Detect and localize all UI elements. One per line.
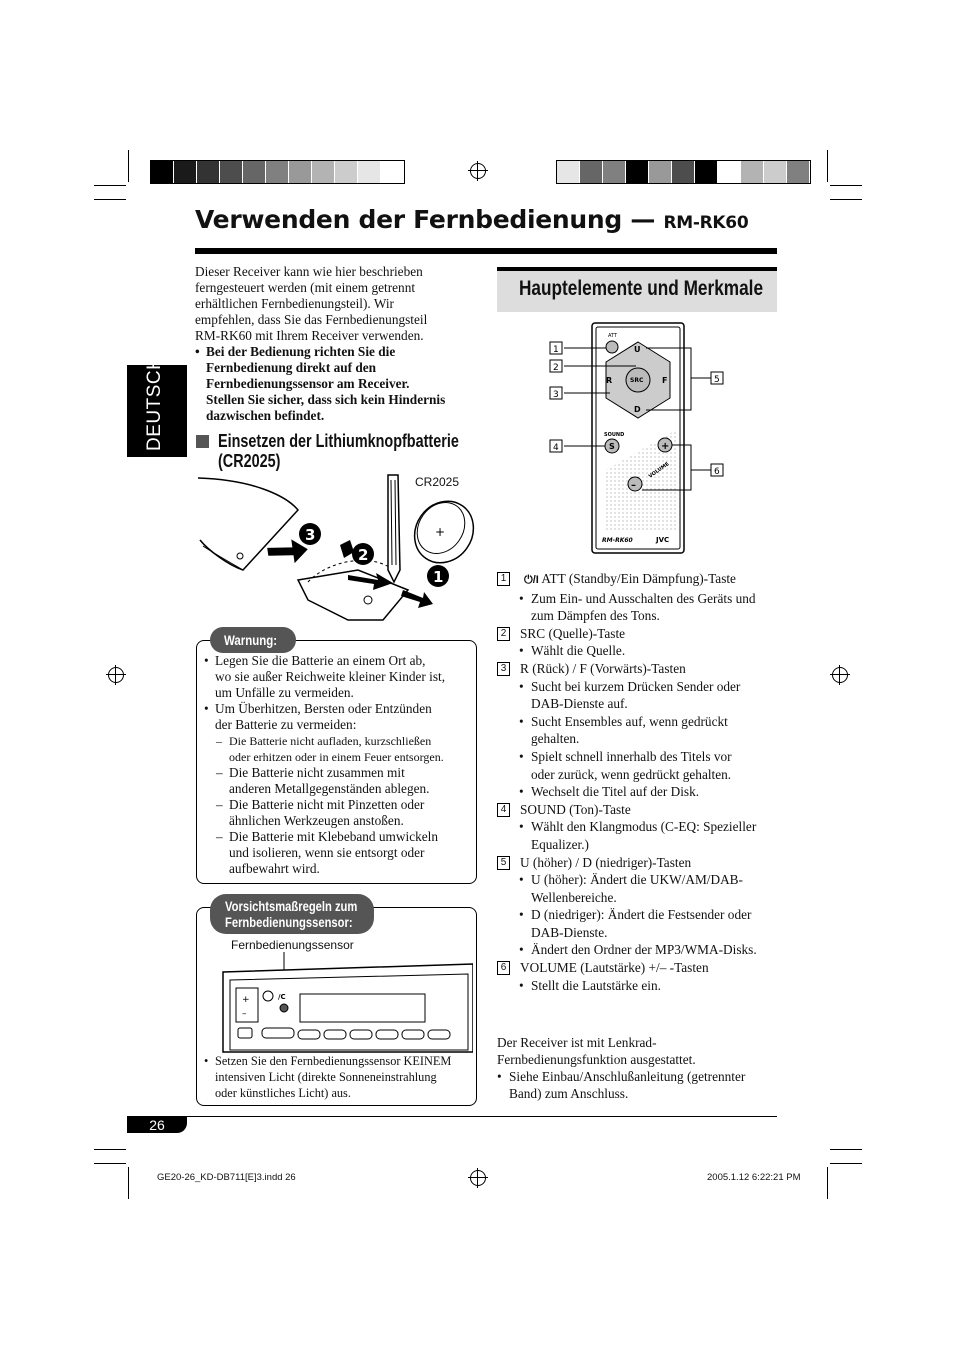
svg-text:–: – [242,1009,247,1019]
remote-src: SRC [630,377,644,384]
battery-heading: Einsetzen der Lithiumknopfbatterie (CR2025) [218,431,459,471]
section-heading: Hauptelemente und Merkmale [497,267,777,312]
callout-2: 2 [553,363,559,373]
color-swatch [174,161,197,183]
color-bar-left [150,160,405,184]
page-title: Verwenden der Fernbedienung — RM-RK60 [195,205,749,234]
color-swatch [695,161,718,183]
svg-text:+: + [242,995,250,1005]
footer-date: 2005.1.12 6:22:21 PM [707,1172,801,1183]
feature-item-4: 4 SOUND (Ton)-Taste [497,801,782,819]
color-swatch [358,161,381,183]
intro-text: Dieser Receiver kann wie hier beschrieben ferngesteuert werden (mit einem getrennt erhältlichen Fernbedienungsteil). Wir empfehlen, dass Sie das Fernbedienungsteil RM-RK60 mit Ihrem Receiver verwenden. [195,264,428,343]
feature-item-3: 3 R (Rück) / F (Vorwärts)-Tasten [497,660,782,678]
svg-text:1: 1 [433,568,444,586]
precautions-text: • Setzen Sie den Fernbedienungssensor KEINEM intensiven Licht (direkte Sonneneinstrahlung oder künstliches Licht) aus. [204,1054,452,1100]
callout-5: 5 [714,375,720,385]
remote-r: R [606,376,613,385]
color-swatch [220,161,243,183]
battery-illustration [198,470,478,630]
steering-note: Der Receiver ist mit Lenkrad- Fernbedienungsfunktion ausgestattet. • Siehe Einbau/Anschlußanleitung (getrennter Band) zum Anschluss. [497,1035,746,1101]
color-swatch [557,161,580,183]
callout-1: 1 [553,345,559,355]
cell-label: CR2025 [415,475,460,489]
callout-4: 4 [553,443,559,453]
svg-text:+: + [435,525,446,539]
color-swatch [381,161,404,183]
remote-f: F [662,376,668,385]
color-swatch [649,161,672,183]
color-swatch [197,161,220,183]
color-swatch [764,161,787,183]
footer-file: GE20-26_KD-DB711[E]3.indd 26 [157,1172,296,1183]
color-swatch [741,161,764,183]
power-icon: ⏻/I [524,574,539,586]
feature-item-1: 1 ⏻/I ATT (Standby/Ein Dämpfung)-Taste [497,570,782,590]
intro-bullet: • Bei der Bedienung richten Sie die Fernbedienung direkt auf den Fernbedienungssensor am Receiver. Stellen Sie sicher, dass sich kein Hindernis dazwischen befindet. [195,344,446,423]
title-rule [195,248,777,254]
feature-list: 1 ⏻/I ATT (Standby/Ein Dämpfung)-Taste • Zum Ein- und Ausschalten des Geräts und zum Dämpfen des Tons. 2 SRC (Quelle)-Taste • Wählt die Quelle. 3 R (Rück) / F (Vorwärts)-Tasten • Sucht bei kurzem Drücken Sender oder DAB-Dienste auf. • Sucht Ensembles auf, wenn gedrückt gehalten. • Spielt schnell innerhalb des Titels vor oder zurück, wenn gedrückt gehalten. • Wechselt die Titel auf der Disk. 4 SOUND (Ton)-Taste • Wählt den Klangmodus (C-EQ: Spezieller Equalizer.) 5 U (höher) / D (niedriger)-Tasten • U (höher): Ändert die UKW/AM/DAB- Wellenbereiche. • D (niedriger): Ändert die Festsender oder DAB-Dienste. • Ändert den Ordner der MP3/WMA-Disks. 6 VOLUME (Lautstärke) +/– -Tasten • Stellt die Lautstärke ein. [497,570,782,994]
color-swatch [580,161,603,183]
feature-item-5: 5 U (höher) / D (niedriger)-Tasten [497,854,782,872]
remote-att: ATT [608,333,618,339]
remote-plus: + [661,441,670,452]
remote-model: RM-RK60 [602,537,633,544]
remote-s: S [609,442,615,451]
color-bar-right [556,160,811,184]
color-swatch [151,161,174,183]
remote-volume: VOLUME [647,461,671,480]
color-swatch [312,161,335,183]
warning-text: • Legen Sie die Batterie an einem Ort ab, wo sie außer Reichweite kleiner Kinder ist, um Unfälle zu vermeiden. • Um Überhitzen, Bersten oder Entzünden der Batterie zu vermeiden: – Die Batterie nicht aufladen, kurzschließen oder erhitzen oder in einem Feuer entsorgen. – Die Batterie nicht zusammen mit anderen Metallgegenständen ablegen. – Die Batterie nicht mit Pinzetten oder ähnlichen Werkzeugen anstoßen. – Die Batterie mit Klebeband umwickeln und isolieren, wenn sie entsorgt oder aufbewahrt wird. [204,653,446,876]
callout-3: 3 [553,390,559,400]
svg-text:2: 2 [358,546,369,564]
color-swatch [626,161,649,183]
language-tab: DEUTSCH [127,365,187,457]
feature-item-2: 2 SRC (Quelle)-Taste [497,625,782,643]
remote-u: U [634,345,641,354]
feature-item-6: 6 VOLUME (Lautstärke) +/– -Tasten [497,959,782,977]
color-swatch [603,161,626,183]
color-swatch [289,161,312,183]
battery-heading-square [196,435,209,448]
color-swatch [718,161,741,183]
remote-sound: SOUND [604,432,625,438]
title-model: RM-RK60 [663,213,749,233]
page-number: 26 [127,1117,187,1133]
warning-badge: Warnung: [210,627,296,653]
bottom-rule [127,1116,777,1117]
remote-minus: – [631,480,636,491]
color-swatch [243,161,266,183]
color-swatch [672,161,695,183]
svg-text:3: 3 [305,526,316,544]
callout-6: 6 [714,467,720,477]
remote-diagram [546,320,731,560]
remote-d: D [634,405,641,414]
remote-brand: JVC [656,536,670,544]
color-swatch [787,161,810,183]
color-swatch [266,161,289,183]
precautions-badge: Vorsichtsmaßregeln zum Fernbedienungssensor: [210,894,374,934]
sensor-label: Fernbedienungssensor [231,938,354,952]
color-swatch [335,161,358,183]
svg-text:/C: /C [278,993,286,1001]
receiver-illustration [218,952,473,1054]
